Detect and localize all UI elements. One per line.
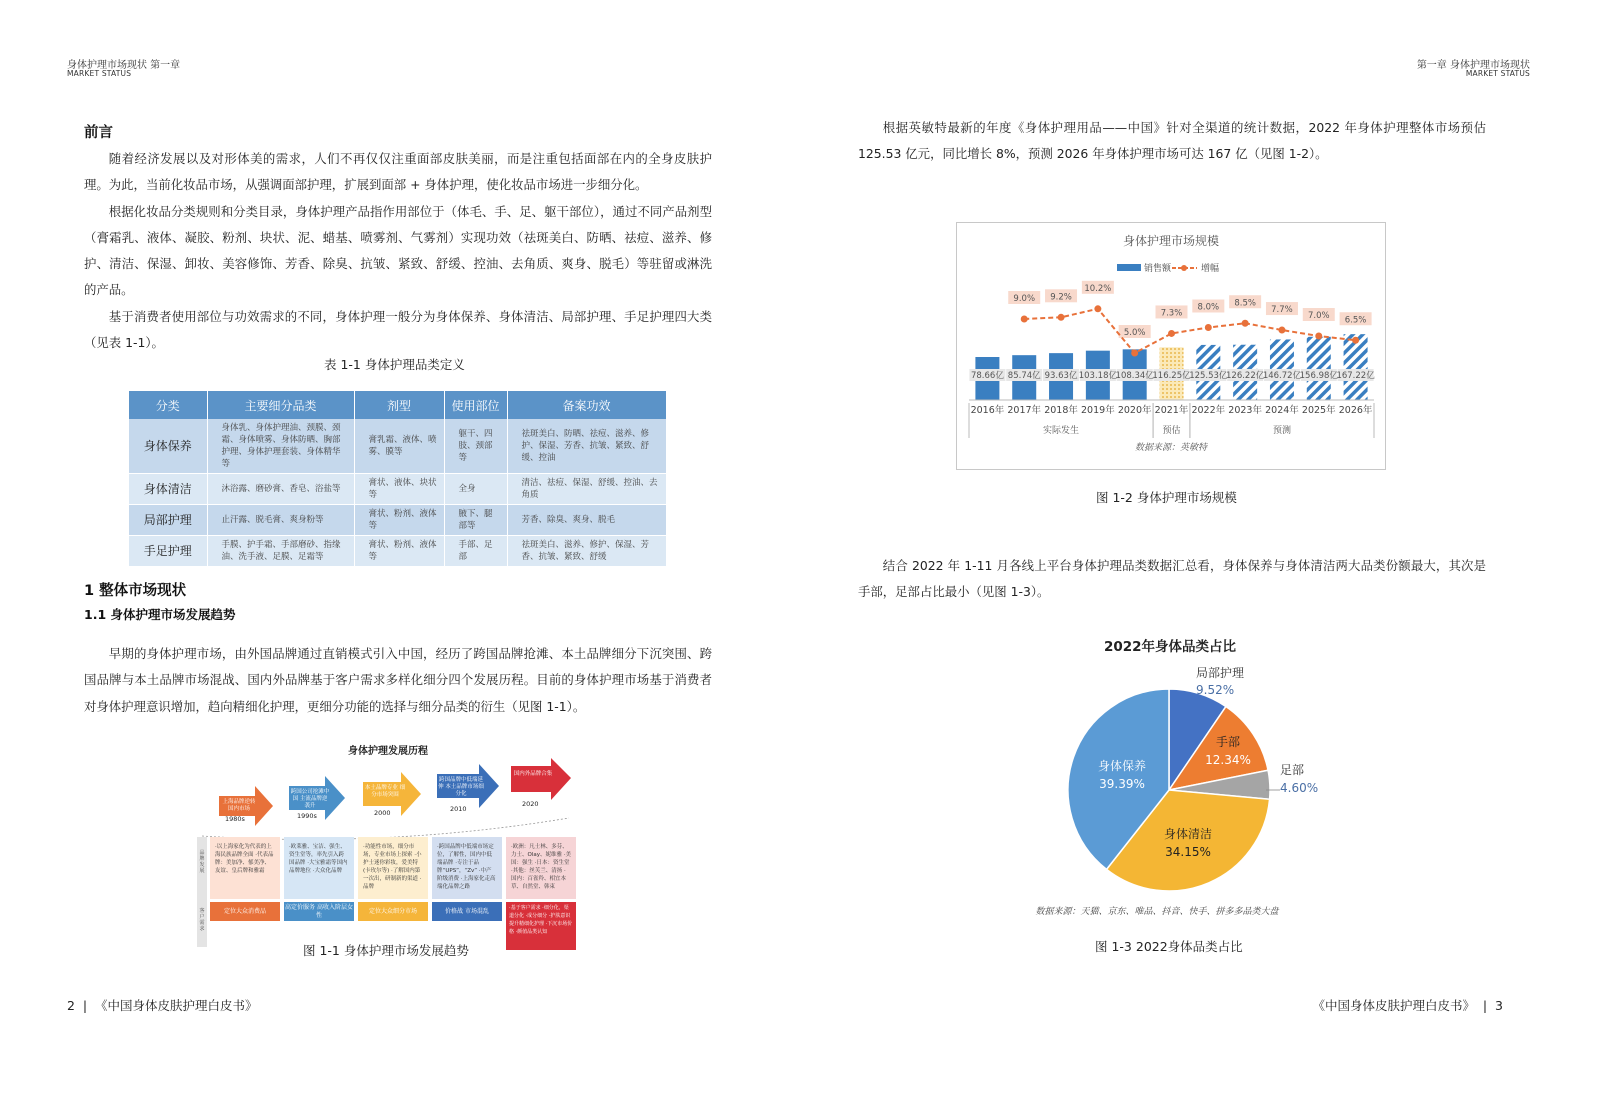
table-row	[129, 536, 666, 567]
pie-source: 数据来源：天猫、京东、唯品、抖音、快手、拼多多品类大盘	[1035, 907, 1279, 917]
growth-point	[1352, 337, 1359, 344]
preface-paragraph-1: 随着经济发展以及对形体美的需求，人们不再仅仅注重面部皮肤美丽，而是注重包括面部在内的全身皮肤护理。为此，当前化妆品市场，从强调面部护理，扩展到面部 + 身体护理，使化妆品市场进一步细分化。	[84, 151, 712, 193]
table-cell: 止汗露、脱毛膏、爽身粉等	[207, 505, 354, 536]
pie-slice-label: 身体清洁	[1163, 827, 1213, 841]
figure2-caption: 图 1-2 身体护理市场规模	[1096, 490, 1237, 505]
growth-point	[1315, 333, 1322, 340]
legend-bar-swatch	[1117, 264, 1141, 271]
timeline-arrow-label: 跨国品牌中低端延伸 本土品牌市场细分化	[438, 777, 484, 797]
left-footer: 2 | 《中国身体皮肤护理白皮书》	[67, 998, 258, 1013]
table-header-cell: 使用部位	[444, 391, 507, 419]
x-tick-label: 2020年	[1117, 405, 1152, 416]
timeline-bar: 定位大众细分市场	[358, 902, 428, 921]
growth-point	[1242, 320, 1249, 327]
table-caption: 表 1-1 身体护理品类定义	[324, 357, 465, 372]
growth-point	[1021, 316, 1028, 323]
table-cell: 祛斑美白、防晒、祛痘、滋养、修护、保湿、芳香、抗皱、紧致、舒缓、控油	[507, 419, 666, 474]
market-size-chart	[956, 222, 1386, 470]
figure3-caption: 图 1-3 2022身体品类占比	[1095, 939, 1243, 954]
chart-title: 身体护理市场规模	[1122, 234, 1220, 248]
trend-paragraph: 早期的身体护理市场，由外国品牌通过直销模式引入中国，经历了跨国品牌抢滩、本土品牌细分下沉突围、跨国品牌与本土品牌市场混战、国内外品牌基于客户需求多样化细分四个发展历程。目前的身体护理市场基于消费者对身体护理意识增加，趋向精细化护理，更细分功能的选择与细分品类的衍生（见图 1-1）。	[84, 646, 712, 714]
timeline-arrow-label: 本土品牌专业 细分市场突围	[364, 785, 406, 798]
growth-point	[1205, 324, 1212, 331]
trend-text	[84, 641, 712, 720]
right-header-subtitle: MARKET STATUS	[1465, 69, 1530, 78]
pie-intro-paragraph: 结合 2022 年 1-11 月各线上平台身体护理品类数据汇总看，身体保养与身体清洁两大品类份额最大，其次是手部，足部占比最小（见图 1-3）。	[858, 558, 1486, 600]
sales-bar	[1307, 337, 1331, 400]
timeline-year: 2020	[522, 800, 539, 808]
x-tick-label: 2016年	[970, 405, 1005, 416]
right-header-title: 第一章 身体护理市场现状	[1416, 60, 1530, 71]
pie-title: 2022年身体品类占比	[1103, 639, 1237, 655]
subsection-title: 1.1 身体护理市场发展趋势	[84, 607, 236, 622]
table-cell-category: 局部护理	[129, 505, 207, 536]
chart-source: 数据来源：英敏特	[1134, 443, 1208, 453]
table-cell: 手部、足部	[444, 536, 507, 567]
growth-point	[1131, 350, 1138, 357]
pie-value-label: 39.39%	[1099, 777, 1145, 791]
table-row	[129, 474, 666, 505]
right-footer: 《中国身体皮肤护理白皮书》 | 3	[1312, 998, 1503, 1013]
timeline-box: ·跨国品牌中低端市场定位，了解性，国内中低端品牌 ·专注于品牌“UPS”，“Zv” ·中产阶级消费 ·上海家化走高端化品牌之路	[432, 837, 502, 899]
pie-value-label: 34.15%	[1165, 845, 1211, 859]
growth-value-label: 5.0%	[1123, 328, 1146, 338]
market-size-chart-svg	[957, 223, 1385, 469]
sales-value-label: 167.22亿	[1336, 371, 1375, 381]
table-cell: 膏状、液体、块状等	[354, 474, 444, 505]
table-cell: 祛斑美白、滋养、修护、保湿、芳香、抗皱、紧致、舒缓	[507, 536, 666, 567]
timeline-arrow-5	[511, 758, 571, 800]
growth-point	[1168, 330, 1175, 337]
table-cell-category: 身体保养	[129, 419, 207, 474]
growth-point	[1094, 305, 1101, 312]
x-tick-label: 2021年	[1154, 405, 1189, 416]
pie-intro-text	[858, 553, 1486, 606]
preface-paragraph-2: 根据化妆品分类规则和分类目录，身体护理产品指作用部位于（体毛、手、足、躯干部位），通过不同产品剂型（膏霜乳、液体、凝胶、粉剂、块状、泥、蜡基、喷雾剂、气雾剂）实现功效（祛斑美白、防晒、祛痘、滋养、修护、清洁、保湿、卸妆、美容修饰、芳香、除臭、抗皱、紧致、舒缓、控油、去角质、爽身、脱毛）等驻留或淋洗的产品。	[84, 203, 712, 298]
section-title: 1 整体市场现状	[84, 583, 187, 599]
group-label: 预测	[1272, 426, 1291, 436]
timeline-year: 2000	[374, 809, 391, 817]
table-cell: 膏乳霜、液体、喷雾、膜等	[354, 419, 444, 474]
table-header-cell: 剂型	[354, 391, 444, 419]
growth-value-label: 8.0%	[1197, 302, 1220, 313]
timeline-arrow-label: 国内外品牌合集	[513, 771, 553, 777]
table-cell: 清洁、祛痘、保湿、舒缓、控油、去角质	[507, 474, 666, 505]
table-cell: 腋下、腿部等	[444, 505, 507, 536]
timeline-side-label-bottom: 客户需求	[199, 908, 205, 932]
x-tick-label: 2017年	[1007, 405, 1042, 416]
sales-value-label: 78.66亿	[970, 371, 1004, 381]
growth-value-label: 7.3%	[1160, 308, 1183, 319]
timeline-box: ·欧莱雅、宝洁、强生、资生堂等，率先引入跨国品牌 ·大宝雅霜等国内品牌地位 ·大众化品牌	[284, 837, 354, 899]
table-cell: 沐浴露、磨砂膏、香皂、浴盐等	[207, 474, 354, 505]
preface-text	[84, 146, 712, 356]
timeline-figure	[197, 742, 579, 952]
pie-slice-label: 局部护理	[1196, 666, 1245, 680]
x-tick-label: 2024年	[1265, 405, 1299, 416]
table-header-cell: 备案功效	[507, 391, 666, 419]
pie-slice-label: 足部	[1280, 763, 1305, 777]
table-cell: 膏状、粉剂、液体等	[354, 505, 444, 536]
table-cell-category: 身体清洁	[129, 474, 207, 505]
sales-value-label: 85.74亿	[1007, 371, 1041, 381]
growth-value-label: 7.0%	[1307, 311, 1330, 321]
category-table	[129, 391, 667, 567]
timeline-side-label-top: 品牌发展	[199, 850, 205, 874]
growth-point	[1278, 327, 1285, 334]
table-cell: 躯干、四肢、颈部等	[444, 419, 507, 474]
table-cell: 全身	[444, 474, 507, 505]
sales-bar	[1344, 334, 1368, 400]
market-text	[858, 115, 1486, 168]
sales-value-label: 103.18亿	[1078, 371, 1117, 381]
pie-slice-label: 手部	[1215, 735, 1241, 749]
group-label: 实际发生	[1043, 426, 1080, 436]
growth-value-label: 10.2%	[1084, 283, 1112, 294]
timeline-box: ·功能性市场，细分市场，专业市场上探索 ·小护士迷你彩妆，爱美特(卡玫尔等) ·了解国内第一次出，研制新的渠道 ·品牌	[358, 837, 428, 899]
left-header-title: 身体护理市场现状 第一章	[67, 60, 181, 71]
timeline-year: 1990s	[297, 812, 317, 820]
table-row	[129, 419, 666, 474]
timeline-bar: ·基于客户需求 ·细分化，渠道分化 ·成分细分 ·护肤意识提升精细化护理 ·下沉市场价格 ·颜值品类认知	[506, 902, 576, 950]
timeline-bar: 价格战 市场混乱	[432, 902, 502, 921]
table-cell: 手膜、护手霜、手部磨砂、指缘油、洗手液、足膜、足霜等	[207, 536, 354, 567]
timeline-title: 身体护理发展历程	[348, 746, 428, 757]
growth-value-label: 8.5%	[1234, 298, 1256, 309]
legend-line-label: 增幅	[1201, 264, 1220, 274]
timeline-box: ·欧洲：凡士林、多芬、力士、Olay、妮维雅 ·美国：强生 ·日本：资生堂 ·其他：丝芙兰、清扬 ·国内：百雀羚、相宜本草、自然堂、韩束	[506, 837, 576, 899]
sales-value-label: 108.34亿	[1115, 371, 1154, 381]
group-label: 预估	[1162, 426, 1181, 436]
x-tick-label: 2025年	[1301, 405, 1336, 416]
sales-value-label: 116.25亿	[1152, 371, 1191, 381]
x-tick-label: 2026年	[1338, 405, 1373, 416]
table-cell: 身体乳、身体护理油、颈膜、颈霜、身体喷雾、身体防晒、胸部护理、身体护理套装、身体精华等	[207, 419, 354, 474]
timeline-box: ·以上海家化为代表的上海民族品牌全面 ·代表品牌：美加净、郁美净、友谊、皇后牌和雅霜	[210, 837, 280, 899]
sales-value-label: 146.72亿	[1262, 371, 1302, 381]
legend-line-marker	[1181, 265, 1187, 271]
timeline-arrow-label: 跨国公司抢滩中国 主流品牌逆袭升	[290, 789, 330, 809]
x-tick-label: 2022年	[1191, 405, 1226, 416]
timeline-year: 2010	[450, 805, 467, 813]
table-row	[129, 505, 666, 536]
figure1-caption: 图 1-1 身体护理市场发展趋势	[303, 943, 469, 958]
x-tick-label: 2019年	[1081, 405, 1115, 416]
category-share-pie-chart	[1030, 632, 1340, 922]
table-header-row	[129, 391, 666, 419]
table-header-cell: 分类	[129, 391, 207, 419]
growth-point	[1058, 314, 1065, 321]
timeline-bar: 高定价服务 高收入阶层女性	[285, 904, 353, 919]
table-header-cell: 主要细分品类	[207, 391, 354, 419]
preface-title: 前言	[84, 125, 113, 141]
table-cell-category: 手足护理	[129, 536, 207, 567]
growth-value-label: 6.5%	[1344, 315, 1367, 326]
pie-slice-label: 身体保养	[1097, 759, 1147, 773]
growth-value-label: 7.7%	[1271, 305, 1293, 316]
pie-value-label: 12.34%	[1205, 753, 1251, 767]
timeline-bar: 定位大众消费品	[210, 902, 280, 921]
market-paragraph: 根据英敏特最新的年度《身体护理用品——中国》针对全渠道的统计数据，2022 年身体护理整体市场预估 125.53 亿元，同比增长 8%，预测 2026 年身体护理市场可达 167 亿（见图 1-2）。	[858, 120, 1486, 162]
growth-value-label: 9.0%	[1013, 294, 1036, 304]
sales-value-label: 93.63亿	[1044, 371, 1078, 381]
pie-value-label: 9.52%	[1196, 683, 1235, 697]
x-tick-label: 2023年	[1228, 405, 1262, 416]
x-tick-label: 2018年	[1044, 405, 1078, 416]
legend-bar-label: 销售额	[1144, 264, 1172, 274]
timeline-arrow-label: 上海品牌逆转 国内市场	[222, 799, 256, 812]
growth-value-label: 9.2%	[1050, 292, 1072, 303]
timeline-year: 1980s	[225, 815, 245, 823]
sales-value-label: 125.53亿	[1189, 371, 1228, 381]
left-header-subtitle: MARKET STATUS	[67, 69, 132, 78]
preface-paragraph-3: 基于消费者使用部位与功效需求的不同，身体护理一般分为身体保养、身体清洁、局部护理、手足护理四大类（见表 1-1）。	[84, 308, 712, 351]
sales-value-label: 126.22亿	[1226, 371, 1265, 381]
sales-value-label: 156.98亿	[1299, 371, 1338, 381]
table-cell: 芳香、除臭、爽身、脱毛	[507, 505, 666, 536]
pie-value-label: 4.60%	[1280, 781, 1319, 795]
table-cell: 膏状、粉剂、液体等	[354, 536, 444, 567]
